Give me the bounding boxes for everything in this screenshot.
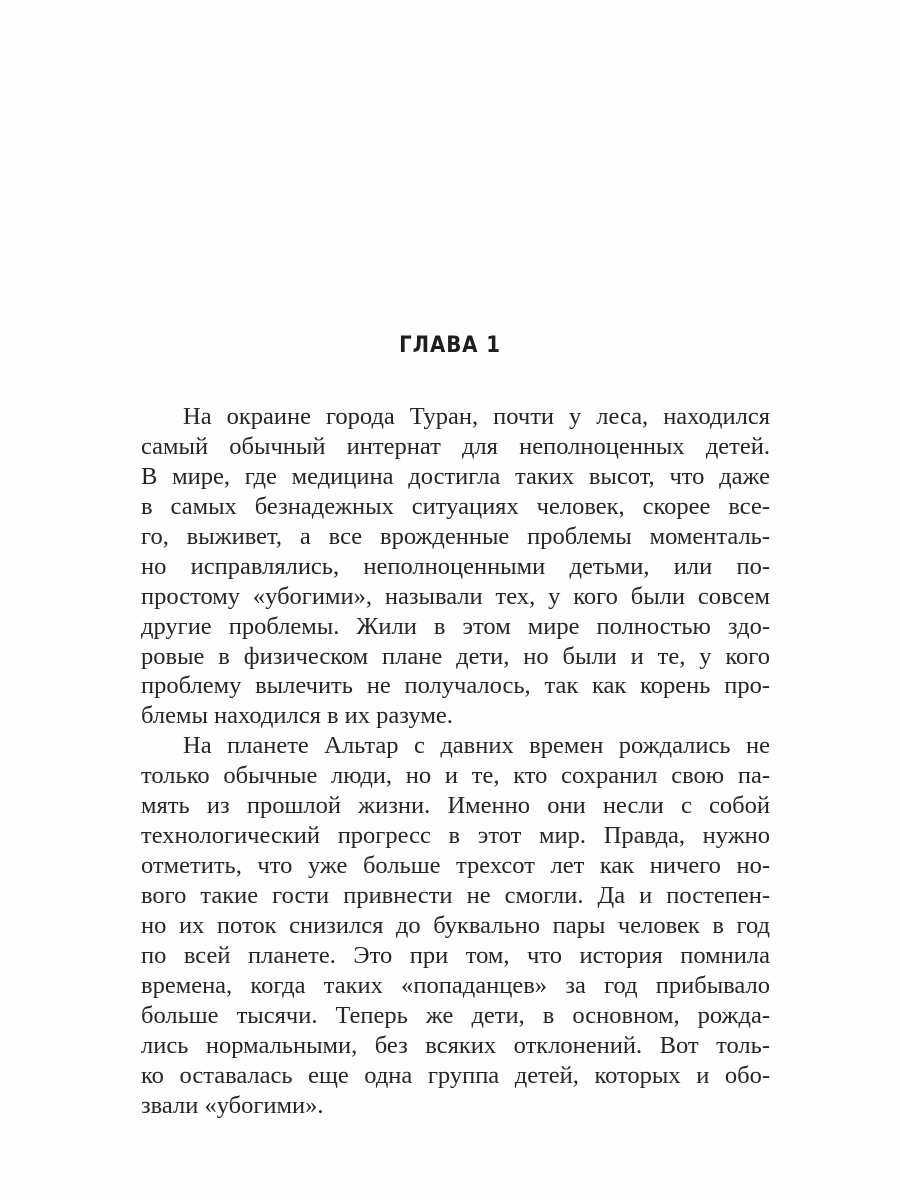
text-line: технологический прогресс в этот мир. Правда, нужно xyxy=(141,822,770,850)
text-line: проблему вылечить не получалось, так как корень про- xyxy=(141,672,770,700)
text-line: В мире, где медицина достигла таких высот, что даже xyxy=(141,462,770,490)
text-line: по всей планете. Это при том, что история помнила xyxy=(141,941,770,969)
text-line: времена, когда таких «попаданцев» за год прибывало xyxy=(141,971,770,999)
paragraph xyxy=(141,731,770,1120)
text-line: го, выживет, а все врожденные проблемы моменталь- xyxy=(141,522,770,550)
text-line: ровые в физическом плане дети, но были и те, у кого xyxy=(141,642,770,670)
text-line: На планете Альтар с давних времен рождались не xyxy=(183,732,770,760)
text-line: вого такие гости привнести не смогли. Да и постепен- xyxy=(141,882,770,909)
text-line: отметить, что уже больше трехсот лет как ничего но- xyxy=(141,852,770,880)
text-line: лись нормальными, без всяких отклонений. Вот толь- xyxy=(141,1031,770,1059)
text-line: На окраине города Туран, почти у леса, находился xyxy=(183,403,770,430)
chapter-body xyxy=(141,402,770,1121)
text-line: в самых безнадежных ситуациях человек, скорее все- xyxy=(141,492,770,520)
text-line: только обычные люди, но и те, кто сохранил свою па- xyxy=(141,762,770,790)
text-line: но их поток снизился до буквально пары человек в год xyxy=(141,911,770,939)
text-line: больше тысячи. Теперь же дети, в основном, рожда- xyxy=(141,1001,770,1029)
text-line: но исправлялись, неполноценными детьми, или по- xyxy=(141,552,770,580)
text-line: другие проблемы. Жили в этом мире полностью здо- xyxy=(141,612,770,640)
text-line: звали «убогими». xyxy=(141,1091,324,1119)
paragraph xyxy=(141,402,770,731)
text-line: блемы находился в их разуме. xyxy=(141,702,453,730)
text-line: простому «убогими», называли тех, у кого были совсем xyxy=(141,582,770,610)
text-line: самый обычный интернат для неполноценных детей. xyxy=(141,432,770,460)
text-line: мять из прошлой жизни. Именно они несли с собой xyxy=(141,792,770,820)
text-line: ко оставалась еще одна группа детей, которых и обо- xyxy=(141,1061,770,1089)
chapter-title: ГЛАВА 1 xyxy=(399,333,501,358)
